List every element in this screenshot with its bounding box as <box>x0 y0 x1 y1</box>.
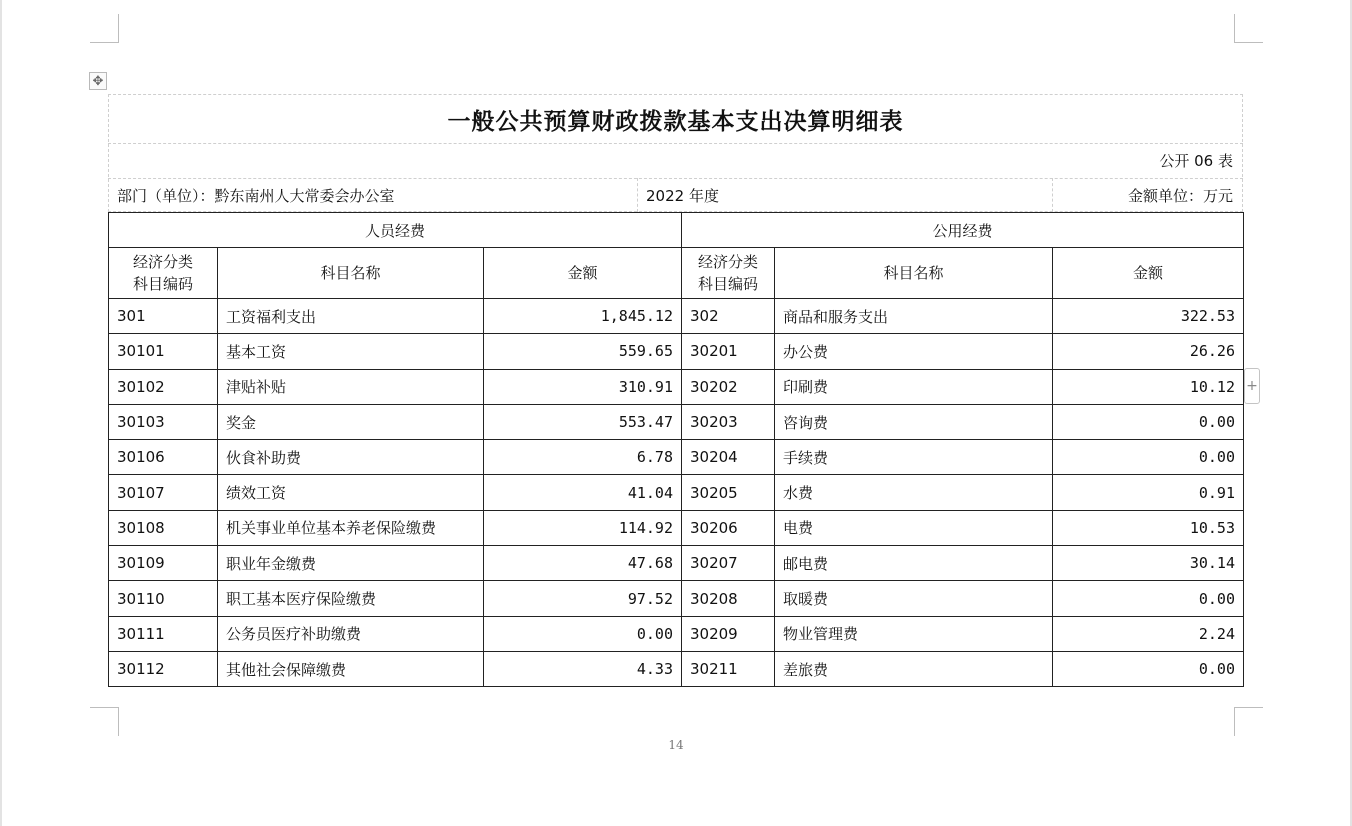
group-header-row <box>109 213 1244 248</box>
public-name-cell: 印刷费 <box>775 369 1053 404</box>
personnel-code-cell: 30101 <box>109 334 218 369</box>
personnel-amount-cell: 4.33 <box>484 651 682 686</box>
table-row <box>109 369 1244 404</box>
public-name-cell: 差旅费 <box>775 651 1053 686</box>
public-amount-cell: 0.00 <box>1053 581 1244 616</box>
public-amount-cell: 30.14 <box>1053 546 1244 581</box>
table-move-icon[interactable]: ✥ <box>89 72 107 90</box>
public-amount-cell: 0.91 <box>1053 475 1244 510</box>
public-code-cell: 30208 <box>682 581 775 616</box>
department-label: 部门（单位）：黔东南州人大常委会办公室 <box>117 186 395 205</box>
personnel-code-cell: 30108 <box>109 510 218 545</box>
personnel-amount-cell: 6.78 <box>484 440 682 475</box>
personnel-name-cell: 津贴补贴 <box>218 369 484 404</box>
col-code-label: 经济分类科目编码 <box>697 253 758 293</box>
personnel-amount-cell: 1,845.12 <box>484 299 682 334</box>
public-code-cell: 30204 <box>682 440 775 475</box>
crop-mark-top-left <box>90 14 119 43</box>
personnel-amount-cell: 41.04 <box>484 475 682 510</box>
personnel-amount-cell: 559.65 <box>484 334 682 369</box>
public-amount-cell: 10.53 <box>1053 510 1244 545</box>
public-code-cell: 30205 <box>682 475 775 510</box>
personnel-name-cell: 伙食补助费 <box>218 440 484 475</box>
crop-mark-bottom-left <box>90 707 119 736</box>
public-name-cell: 水费 <box>775 475 1053 510</box>
table-row <box>109 404 1244 439</box>
public-code-cell: 30202 <box>682 369 775 404</box>
public-amount-cell: 2.24 <box>1053 616 1244 651</box>
col-name-personnel: 科目名称 <box>218 248 484 299</box>
public-code-cell: 30203 <box>682 404 775 439</box>
table-row <box>109 510 1244 545</box>
public-code-cell: 30206 <box>682 510 775 545</box>
table-row <box>109 651 1244 686</box>
public-amount-cell: 26.26 <box>1053 334 1244 369</box>
public-code-cell: 302 <box>682 299 775 334</box>
table-row <box>109 334 1244 369</box>
page-number: 14 <box>668 738 684 752</box>
personnel-code-cell: 30110 <box>109 581 218 616</box>
personnel-amount-cell: 114.92 <box>484 510 682 545</box>
personnel-amount-cell: 553.47 <box>484 404 682 439</box>
personnel-amount-cell: 97.52 <box>484 581 682 616</box>
col-code-public <box>682 248 775 299</box>
table-row <box>109 546 1244 581</box>
personnel-name-cell: 公务员医疗补助缴费 <box>218 616 484 651</box>
amount-unit: 金额单位：万元 <box>1127 186 1233 205</box>
col-code-personnel <box>109 248 218 299</box>
public-amount-cell: 0.00 <box>1053 440 1244 475</box>
table-row <box>109 440 1244 475</box>
public-name-cell: 电费 <box>775 510 1053 545</box>
personnel-amount-cell: 0.00 <box>484 616 682 651</box>
personnel-name-cell: 职业年金缴费 <box>218 546 484 581</box>
personnel-code-cell: 30107 <box>109 475 218 510</box>
public-name-cell: 商品和服务支出 <box>775 299 1053 334</box>
personnel-code-cell: 30102 <box>109 369 218 404</box>
personnel-name-cell: 机关事业单位基本养老保险缴费 <box>218 510 484 545</box>
personnel-amount-cell: 310.91 <box>484 369 682 404</box>
table-row <box>109 475 1244 510</box>
public-name-cell: 手续费 <box>775 440 1053 475</box>
personnel-code-cell: 30106 <box>109 440 218 475</box>
public-code-cell: 30211 <box>682 651 775 686</box>
table-row <box>109 581 1244 616</box>
col-code-label: 经济分类科目编码 <box>132 253 193 293</box>
personnel-name-cell: 工资福利支出 <box>218 299 484 334</box>
col-name-public: 科目名称 <box>775 248 1053 299</box>
personnel-code-cell: 30109 <box>109 546 218 581</box>
public-name-cell: 邮电费 <box>775 546 1053 581</box>
column-header-row <box>109 248 1244 299</box>
public-amount-cell: 322.53 <box>1053 299 1244 334</box>
info-divider <box>637 178 638 212</box>
personnel-name-cell: 奖金 <box>218 404 484 439</box>
form-number: 公开 06 表 <box>1159 152 1233 170</box>
personnel-code-cell: 30111 <box>109 616 218 651</box>
col-amount-public: 金额 <box>1053 248 1244 299</box>
public-name-cell: 咨询费 <box>775 404 1053 439</box>
col-amount-personnel: 金额 <box>484 248 682 299</box>
public-name-cell: 物业管理费 <box>775 616 1053 651</box>
fiscal-year: 2022 年度 <box>646 186 719 205</box>
info-divider <box>1052 178 1053 212</box>
add-column-icon[interactable]: + <box>1244 368 1260 404</box>
public-amount-cell: 0.00 <box>1053 404 1244 439</box>
group-personnel: 人员经费 <box>109 213 682 248</box>
public-amount-cell: 10.12 <box>1053 369 1244 404</box>
crop-mark-top-right <box>1234 14 1263 43</box>
personnel-code-cell: 301 <box>109 299 218 334</box>
public-amount-cell: 0.00 <box>1053 651 1244 686</box>
public-code-cell: 30207 <box>682 546 775 581</box>
personnel-name-cell: 绩效工资 <box>218 475 484 510</box>
public-name-cell: 办公费 <box>775 334 1053 369</box>
personnel-code-cell: 30103 <box>109 404 218 439</box>
expenditure-table <box>108 212 1244 687</box>
public-code-cell: 30201 <box>682 334 775 369</box>
public-name-cell: 取暖费 <box>775 581 1053 616</box>
crop-mark-bottom-right <box>1234 707 1263 736</box>
document-title: 一般公共预算财政拨款基本支出决算明细表 <box>447 107 904 135</box>
personnel-code-cell: 30112 <box>109 651 218 686</box>
personnel-amount-cell: 47.68 <box>484 546 682 581</box>
public-code-cell: 30209 <box>682 616 775 651</box>
group-public: 公用经费 <box>682 213 1244 248</box>
table-row <box>109 299 1244 334</box>
personnel-name-cell: 职工基本医疗保险缴费 <box>218 581 484 616</box>
table-row <box>109 616 1244 651</box>
page-edge-left <box>0 0 2 826</box>
personnel-name-cell: 其他社会保障缴费 <box>218 651 484 686</box>
personnel-name-cell: 基本工资 <box>218 334 484 369</box>
